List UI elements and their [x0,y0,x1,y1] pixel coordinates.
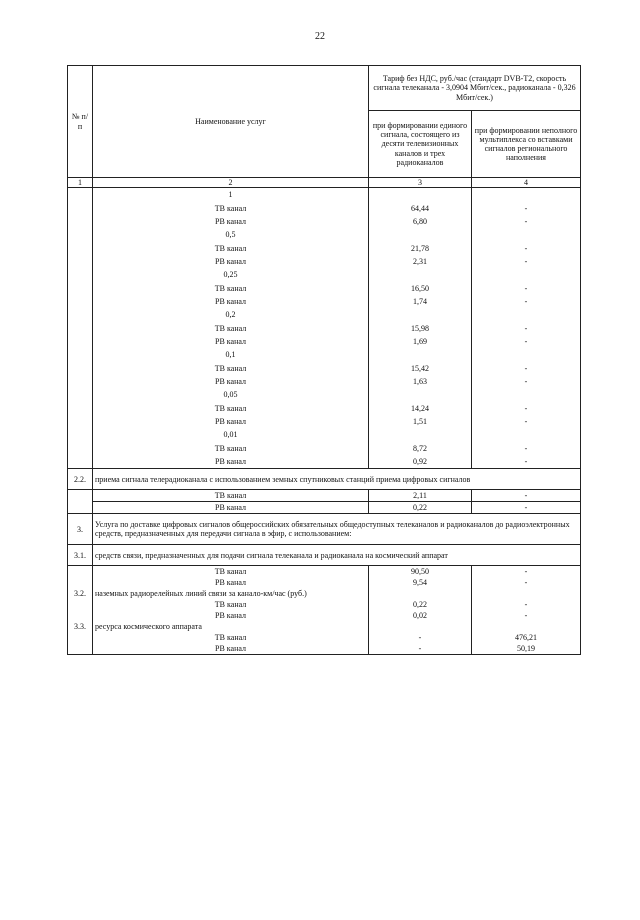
row-name: РВ канал [93,502,369,514]
row-name: РВ канал [93,577,369,588]
row-name: ТВ канал [93,632,369,643]
block1-line: - [524,297,528,307]
block1-line [474,268,578,281]
block1-line [371,428,469,441]
row-value-col3: - [369,643,472,655]
block1-line: 1,74 [413,297,427,307]
block1-line: 15,42 [411,363,429,373]
block1-line [371,188,469,201]
block1-line: 0,1 [225,350,236,360]
block1-line: ТВ канал [214,283,247,293]
block1-line: ТВ канал [214,403,247,413]
page-number: 22 [315,31,325,42]
row-name: ТВ канал [93,599,369,610]
block1-line [371,268,469,281]
row-value-col3: - [369,632,472,643]
block1-line: 0,01 [223,430,238,440]
empty-cell [369,621,472,632]
block1-line: 14,24 [411,403,429,413]
block1-line [371,388,469,401]
row-name: РВ канал [93,643,369,655]
block1-line: - [524,363,528,373]
block1-line: 64,44 [411,203,429,213]
empty-cell [68,502,93,514]
row-value-col4: 476,21 [472,632,581,643]
block1-line: РВ канал [215,216,246,226]
block1-line: 15,98 [411,323,429,333]
block1-line: - [524,377,528,387]
block1-line: 1,51 [413,417,427,427]
block1-col3 [369,188,472,469]
empty-cell [68,643,93,655]
empty-cell [68,566,93,578]
row-value-col4: - [472,566,581,578]
block1-line: ТВ канал [214,443,247,453]
block1-line [474,428,578,441]
row-value-col4: - [472,599,581,610]
block1-line: 1,63 [413,377,427,387]
block1-line: - [524,457,528,467]
block1-line: - [524,256,528,266]
row-name: ТВ канал [93,490,369,502]
empty-cell [68,610,93,621]
header-tariff-title: Тариф без НДС, руб./час (стандарт DVB-T2, скорость сигнала телеканала - 3,0904 Мбит/сек., радиоканала - 0,326 Мбит/сек.) [369,66,581,111]
empty-cell [369,588,472,599]
block1-line: РВ канал [215,457,246,467]
row-value-col4: - [472,502,581,514]
block1-line: 16,50 [411,283,429,293]
row-value-col3: 90,50 [369,566,472,578]
block1-line: - [524,203,528,213]
header-col4: при формировании неполного мультиплекса со вставками сигналов регионального наполнения [472,111,581,178]
section-3-1-number: 3.1. [68,545,93,566]
block1-line [474,308,578,321]
block1-line: 21,78 [411,243,429,253]
block1-line: РВ канал [215,337,246,347]
section-3-3-title: ресурса космического аппарата [93,621,369,632]
section-2-2-title: приема сигнала телерадиоканала с использованием земных спутниковых станций приема цифровых сигналов [93,469,581,490]
block1-line: - [524,337,528,347]
empty-cell [472,621,581,632]
block1-line: - [524,417,528,427]
header-col-no: № п/п [68,66,93,178]
block1-line: - [524,216,528,226]
col-number: 3 [369,178,472,188]
block1-line: ТВ канал [214,323,247,333]
section-3-2-title: наземных радиорелейных линий связи за канало-км/час (руб.) [93,588,369,599]
section-3-number: 3. [68,514,93,545]
tariff-table [67,65,581,655]
section-3-title: Услуга по доставке цифровых сигналов общероссийских обязательных общедоступных телеканалов и радиоканалов до радиоэлектронных средств, предназначенных для передачи сигнала в эфир, с использованием: [93,514,581,545]
block1-line: РВ канал [215,256,246,266]
block1-line: - [524,243,528,253]
row-value-col4: - [472,490,581,502]
block1-line: 0,25 [223,270,238,280]
col-number: 2 [93,178,369,188]
block1-line: РВ канал [215,377,246,387]
block1-col4 [472,188,581,469]
empty-cell [68,490,93,502]
block1-line: РВ канал [215,297,246,307]
block1-line: ТВ канал [214,363,247,373]
row-value-col3: 0,22 [369,599,472,610]
block1-line: 0,92 [413,457,427,467]
block1-line [371,348,469,361]
block1-line: - [524,443,528,453]
section-3-3-number: 3.3. [68,621,93,632]
header-col-name: Наименование услуг [93,66,369,178]
row-value-col4: - [472,610,581,621]
block1-names [93,188,369,469]
row-value-col4: 50,19 [472,643,581,655]
row-value-col3: 0,22 [369,502,472,514]
block1-line [474,388,578,401]
block1-line [474,348,578,361]
row-value-col3: 2,11 [369,490,472,502]
block1-line [474,188,578,201]
block1-line: - [524,403,528,413]
row-value-col4: - [472,577,581,588]
col-number: 1 [68,178,93,188]
block1-line [474,228,578,241]
block1-line: ТВ канал [214,243,247,253]
block1-line: 0,2 [225,310,236,320]
empty-cell [472,588,581,599]
block1-line [371,308,469,321]
block1-line: 0,05 [223,390,238,400]
section-3-1-title: средств связи, предназначенных для подачи сигнала телеканала и радиоканала на космический аппарат [93,545,581,566]
block1-line: 2,31 [413,256,427,266]
row-name: РВ канал [93,610,369,621]
row-value-col3: 0,02 [369,610,472,621]
section-2-2-number: 2.2. [68,469,93,490]
block1-line: 0,5 [225,230,236,240]
row-value-col3: 9,54 [369,577,472,588]
block1-line: ТВ канал [214,203,247,213]
block1-no-cell [68,188,93,469]
empty-cell [68,577,93,588]
header-col3: при формировании единого сигнала, состоящего из десяти телевизионных каналов и трех радиоканалов [369,111,472,178]
section-3-2-number: 3.2. [68,588,93,599]
block1-line: - [524,323,528,333]
block1-line: РВ канал [215,417,246,427]
empty-cell [68,632,93,643]
block1-line: 1,69 [413,337,427,347]
block1-line: 8,72 [413,443,427,453]
block1-line: 1 [228,190,233,200]
block1-line: 6,80 [413,216,427,226]
row-name: ТВ канал [93,566,369,578]
col-number: 4 [472,178,581,188]
block1-line [371,228,469,241]
empty-cell [68,599,93,610]
block1-line: - [524,283,528,293]
